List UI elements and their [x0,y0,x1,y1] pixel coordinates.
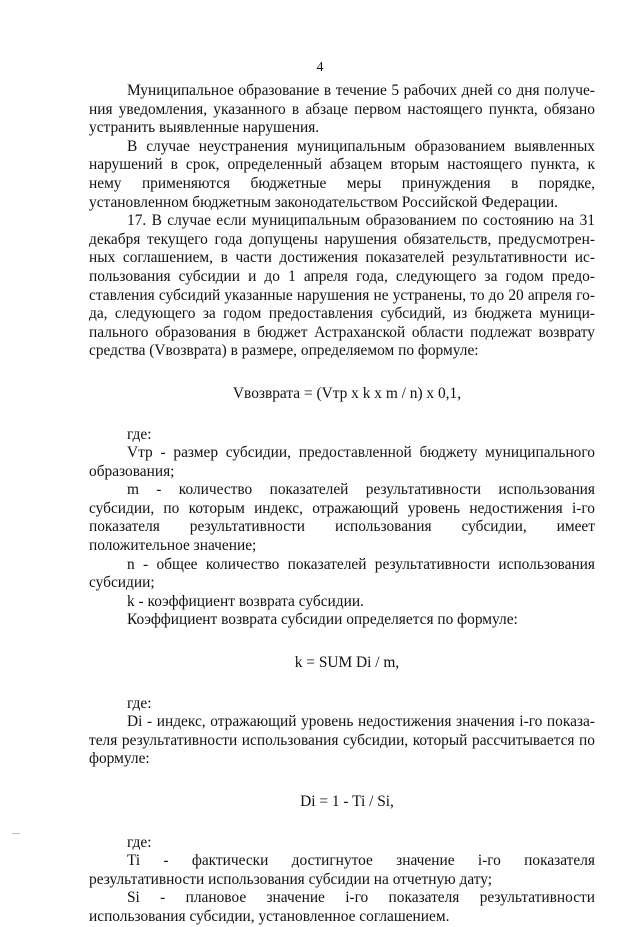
definition-m: m - количество показателей результативности использования субсидии, по которым индекс, отражающий уровень недостижения i-го показателя результативности использования субсидии, имеет положительное значение; [89,481,595,555]
margin-mark [12,833,20,834]
document-body [89,82,595,927]
definition-n: n - общее количество показателей результативности использования субсидии; [89,555,595,592]
formula-coefficient: k = SUM Di / m, [294,654,400,672]
coefficient-intro: Коэффициент возврата субсидии определяется по формуле: [127,611,518,629]
paragraph-notice: Муниципальное образование в течение 5 рабочих дней со дня получения уведомления, указанного в абзаце первом настоящего пункта, обязано устранить выявленные нарушения. [89,82,595,137]
formula-refund: Vвозврата = (Vтр х k х m / n) х 0,1, [232,384,462,402]
definition-di: Di - индекс, отражающий уровень недостижения значения i-го показателя результативности использования субсидии, который рассчитывается по формуле: [89,713,595,768]
page-number: 4 [316,60,324,75]
definition-k: k - коэффициент возврата субсидии. [127,592,364,610]
paragraph-enforcement: В случае неустранения муниципальным образованием выявленных нарушений в срок, определенный абзацем вторым настоящего пункта, к нему применяются бюджетные меры принуждения в порядке, установленном бюджетным законодательством Российской Федерации. [89,137,595,211]
paragraph-item-17: 17. В случае если муниципальным образованием по состоянию на 31 декабря текущего года допущены нарушения обязательств, предусмотренных соглашением, в части достижения показателей результативности использования субсидии и до 1 апреля года, следующего за годом предоставления субсидий указанные нарушения не устранены, то до 20 апреля года, следующего за годом предоставления субсидий, из бюджета муниципального образования в бюджет Астраханской области подлежат возврату средства (Vвозврата) в размере, определяемом по формуле: [89,212,595,360]
where-label-3: где: [127,833,152,851]
definition-ti: Ti - фактически достигнутое значение i-го показателя результативности использования субсидии на отчетную дату; [89,852,595,888]
definition-si: Si - плановое значение i-го показателя результативности использования субсидии, установленное соглашением. [89,889,595,925]
formula-index: Di = 1 - Ti / Si, [300,793,394,810]
where-label-2: где: [127,694,152,712]
definition-vtr: Vтр - размер субсидии, предоставленной бюджету муниципального образования; [89,444,595,480]
where-label-1: где: [127,425,152,443]
